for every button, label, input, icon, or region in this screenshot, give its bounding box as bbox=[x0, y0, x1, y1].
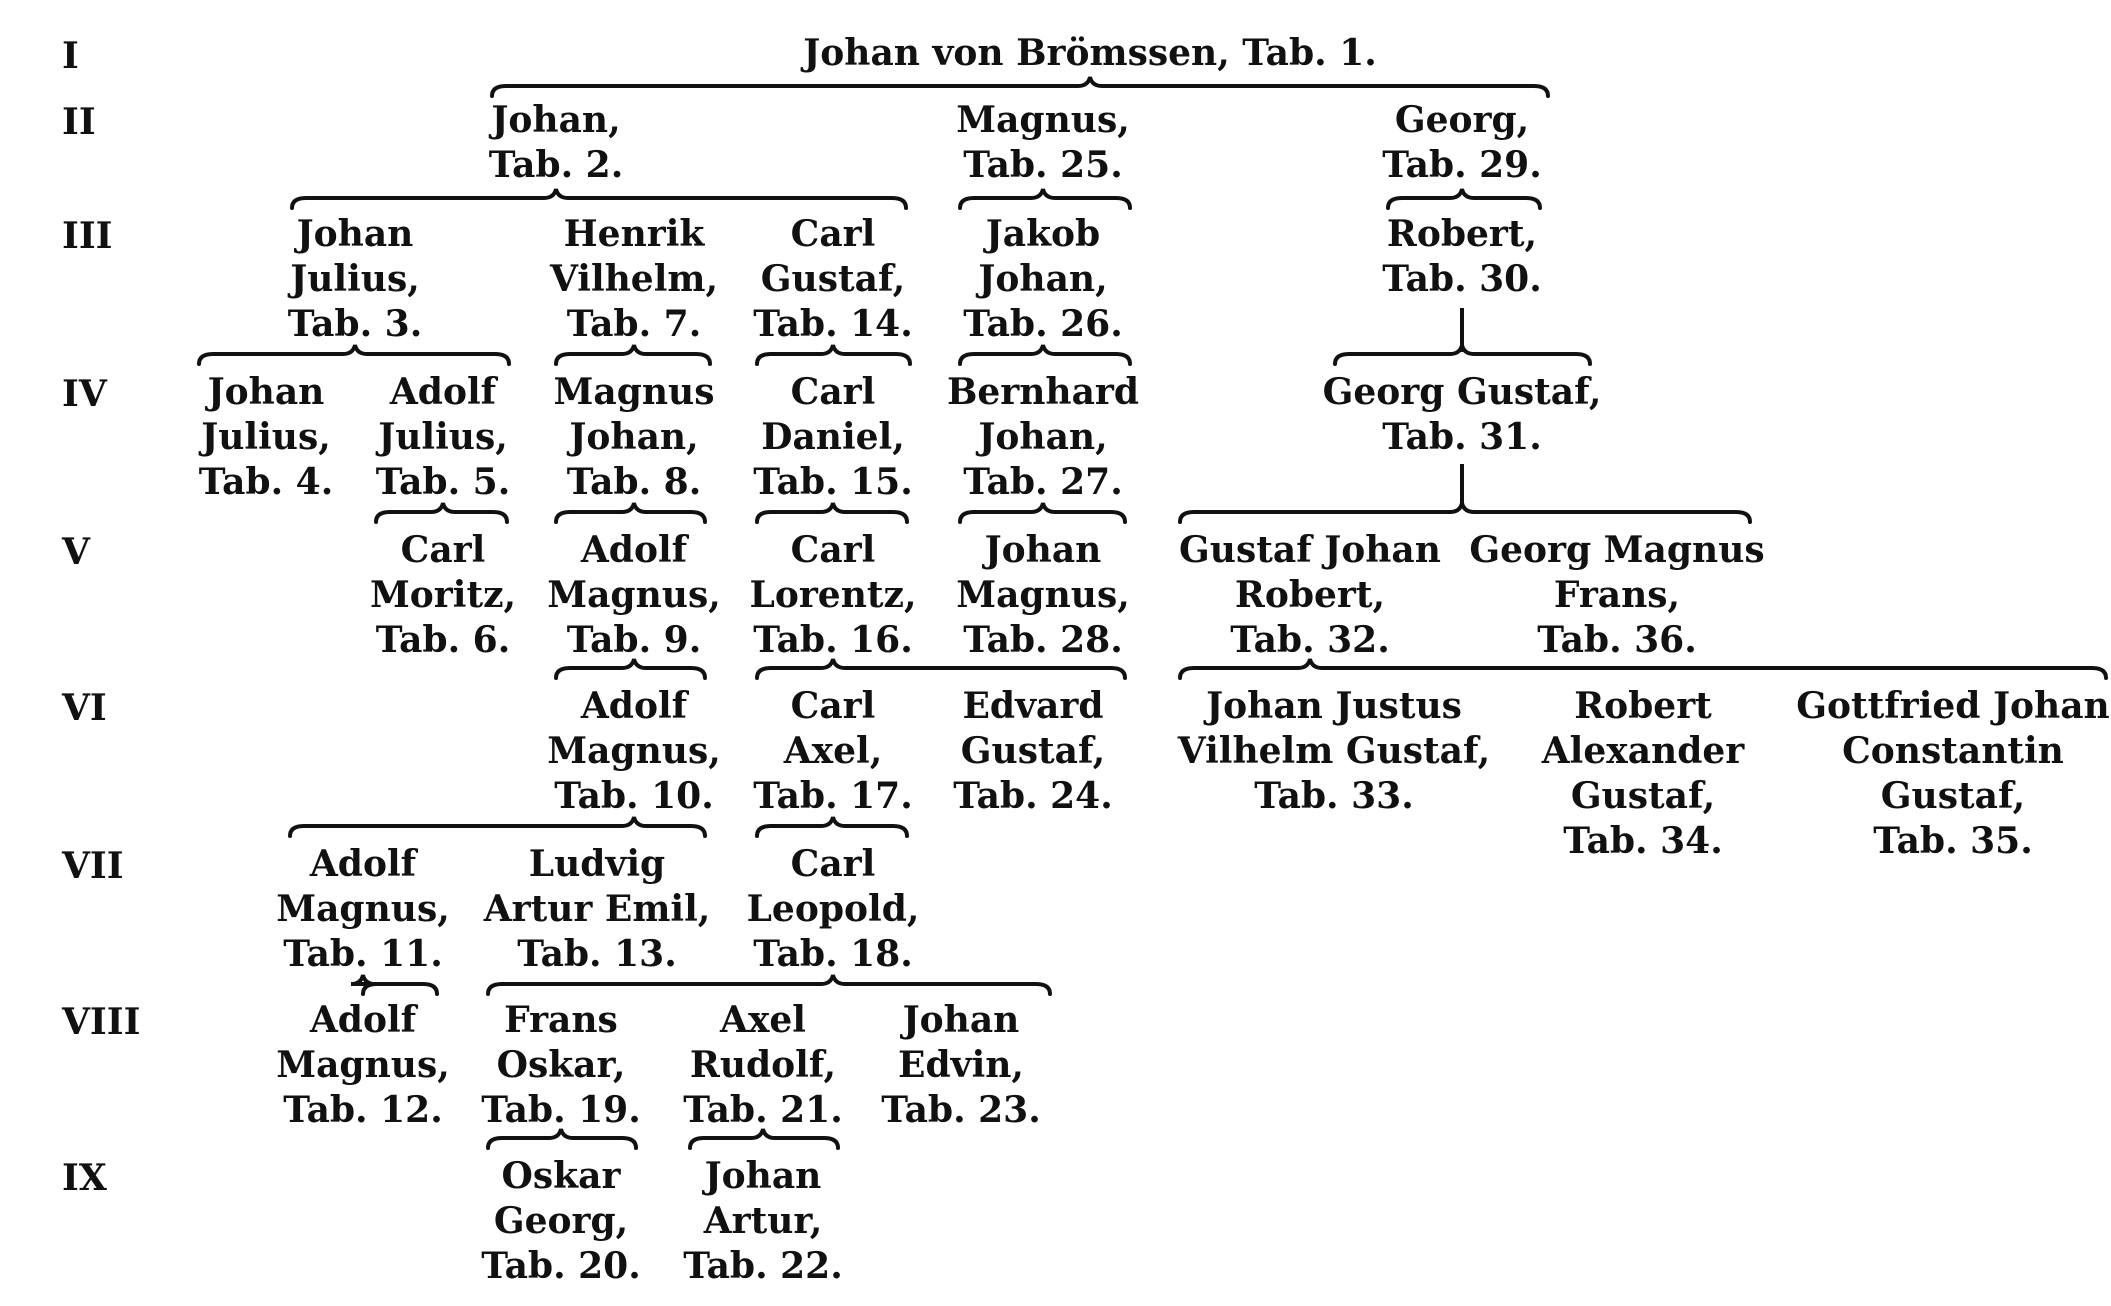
generation-label: V bbox=[62, 531, 90, 573]
person-node bbox=[956, 98, 1130, 188]
family-brace bbox=[492, 77, 1548, 96]
person-text-line: Tab. 5. bbox=[375, 461, 511, 503]
person-text-line: Tab. 17. bbox=[753, 775, 913, 817]
person-node bbox=[1178, 684, 1490, 819]
person-text-line: Johan bbox=[704, 1155, 822, 1197]
person-text-line: Georg, bbox=[1394, 99, 1530, 141]
person-text-line: Johan, bbox=[978, 258, 1108, 300]
generation-label: IV bbox=[62, 373, 107, 415]
person-text-line: Johan bbox=[207, 371, 325, 413]
generation-label: III bbox=[62, 215, 113, 257]
person-text-line: Tab. 14. bbox=[753, 303, 913, 345]
person-text-line: Johan, bbox=[978, 416, 1108, 458]
generation-label: VIII bbox=[62, 1001, 141, 1043]
person-node bbox=[484, 842, 711, 977]
person-text-line: Carl bbox=[790, 371, 876, 413]
person-text-line: Magnus, bbox=[547, 574, 721, 616]
family-brace bbox=[960, 345, 1130, 364]
person-text-line: Tab. 28. bbox=[963, 619, 1123, 661]
person-text-line: Gustaf, bbox=[1570, 775, 1716, 817]
person-text-line: Gustaf, bbox=[1880, 775, 2026, 817]
person-node bbox=[947, 370, 1139, 505]
person-text-line: Tab. 16. bbox=[753, 619, 913, 661]
person-node bbox=[276, 998, 450, 1133]
person-text-line: Tab. 7. bbox=[566, 303, 702, 345]
person-node bbox=[1542, 684, 1745, 864]
person-text-line: Axel bbox=[720, 999, 806, 1041]
person-text-line: Artur, bbox=[703, 1200, 823, 1242]
family-brace bbox=[290, 817, 705, 836]
person-text-line: Tab. 32. bbox=[1230, 619, 1390, 661]
person-text-line: Johan bbox=[296, 213, 414, 255]
person-node bbox=[683, 1154, 843, 1289]
family-brace bbox=[556, 503, 705, 522]
person-text-line: Johan, bbox=[569, 416, 699, 458]
person-text-line: Robert, bbox=[1234, 574, 1386, 616]
person-text-line: Georg, bbox=[493, 1200, 629, 1242]
person-text-line: Robert bbox=[1574, 685, 1712, 727]
person-text-line: Julius, bbox=[201, 416, 331, 458]
person-node bbox=[1382, 212, 1542, 302]
person-text-line: Tab. 29. bbox=[1382, 144, 1542, 186]
person-node bbox=[753, 370, 913, 505]
person-text-line: Johan bbox=[984, 529, 1102, 571]
family-brace bbox=[556, 345, 710, 364]
person-text-line: Magnus, bbox=[956, 574, 1130, 616]
person-text-line: Bernhard bbox=[946, 371, 1140, 413]
person-text-line: Edvard bbox=[962, 685, 1104, 727]
person-text-line: Julius, bbox=[290, 258, 420, 300]
person-text-line: Tab. 26. bbox=[963, 303, 1123, 345]
person-node bbox=[963, 212, 1123, 347]
person-text-line: Tab. 3. bbox=[287, 303, 423, 345]
person-node bbox=[753, 212, 913, 347]
person-text-line: Adolf bbox=[580, 529, 688, 571]
person-text-line: Johan, bbox=[491, 99, 621, 141]
person-text-line: Tab. 35. bbox=[1873, 820, 2033, 862]
person-node bbox=[376, 370, 511, 505]
root-person: Johan von Brömssen, Tab. 1. bbox=[803, 32, 1377, 74]
person-node bbox=[370, 528, 516, 663]
person-text-line: Vilhelm, bbox=[549, 258, 719, 300]
person-text-line: Tab. 23. bbox=[881, 1089, 1041, 1131]
person-text-line: Magnus, bbox=[276, 1044, 450, 1086]
person-text-line: Tab. 22. bbox=[683, 1245, 843, 1287]
person-node bbox=[750, 528, 917, 663]
person-node bbox=[276, 842, 450, 977]
person-text-line: Vilhelm Gustaf, bbox=[1177, 730, 1491, 772]
family-brace bbox=[351, 975, 437, 994]
person-text-line: Johan bbox=[902, 999, 1020, 1041]
person-text-line: Carl bbox=[790, 213, 876, 255]
family-brace bbox=[1180, 503, 1750, 522]
person-text-line: Tab. 4. bbox=[198, 461, 334, 503]
person-text-line: Artur Emil, bbox=[483, 888, 711, 930]
person-node bbox=[199, 370, 334, 505]
person-node bbox=[481, 998, 641, 1133]
generation-label: IX bbox=[62, 1157, 107, 1199]
person-text-line: Johan Justus bbox=[1206, 685, 1462, 727]
person-text-line: Magnus bbox=[553, 371, 715, 413]
person-node bbox=[1469, 528, 1764, 663]
person-text-line: Adolf bbox=[580, 685, 688, 727]
generation-label: I bbox=[62, 35, 79, 77]
person-text-line: Carl bbox=[400, 529, 486, 571]
generation-label: VI bbox=[62, 687, 107, 729]
person-text-line: Magnus, bbox=[956, 99, 1130, 141]
person-text-line: Tab. 10. bbox=[554, 775, 714, 817]
family-brace bbox=[960, 503, 1125, 522]
person-text-line: Robert, bbox=[1386, 213, 1538, 255]
person-text-line: Magnus, bbox=[547, 730, 721, 772]
person-text-line: Tab. 34. bbox=[1563, 820, 1723, 862]
person-text-line: Frans, bbox=[1553, 574, 1681, 616]
person-node bbox=[554, 370, 715, 505]
person-text-line: Tab. 13. bbox=[517, 933, 677, 975]
person-text-line: Tab. 2. bbox=[488, 144, 624, 186]
person-node bbox=[1796, 684, 2109, 864]
generation-label: VII bbox=[62, 845, 124, 887]
person-text-line: Edvin, bbox=[898, 1044, 1024, 1086]
person-node bbox=[753, 684, 913, 819]
person-text-line: Tab. 25. bbox=[963, 144, 1123, 186]
person-text-line: Tab. 20. bbox=[481, 1245, 641, 1287]
generation-label: II bbox=[62, 101, 96, 143]
person-text-line: Constantin bbox=[1842, 730, 2064, 772]
person-text-line: Gustaf Johan bbox=[1179, 529, 1441, 571]
person-text-line: Tab. 27. bbox=[963, 461, 1123, 503]
person-node bbox=[683, 998, 843, 1133]
person-text-line: Tab. 8. bbox=[566, 461, 702, 503]
person-text-line: Magnus, bbox=[276, 888, 450, 930]
person-text-line: Oskar bbox=[501, 1155, 621, 1197]
person-text-line: Carl bbox=[790, 529, 876, 571]
person-text-line: Tab. 6. bbox=[375, 619, 511, 661]
person-node bbox=[953, 684, 1113, 819]
person-text-line: Tab. 31. bbox=[1382, 416, 1542, 458]
family-brace bbox=[757, 503, 907, 522]
person-node bbox=[956, 528, 1130, 663]
person-text-line: Daniel, bbox=[761, 416, 905, 458]
person-text-line: Georg Gustaf, bbox=[1322, 371, 1602, 413]
family-brace bbox=[292, 189, 906, 208]
person-text-line: Gustaf, bbox=[960, 730, 1106, 772]
person-text-line: Tab. 11. bbox=[283, 933, 443, 975]
person-text-line: Tab. 21. bbox=[683, 1089, 843, 1131]
person-node bbox=[1382, 98, 1542, 188]
person-node bbox=[481, 1154, 641, 1289]
person-text-line: Adolf bbox=[309, 843, 417, 885]
person-text-line: Tab. 36. bbox=[1537, 619, 1697, 661]
person-node bbox=[547, 684, 721, 819]
family-brace bbox=[376, 503, 507, 522]
family-brace bbox=[1388, 189, 1540, 208]
person-text-line: Moritz, bbox=[369, 574, 517, 616]
person-node bbox=[747, 842, 920, 977]
family-brace bbox=[757, 817, 907, 836]
person-node bbox=[1323, 370, 1602, 460]
person-text-line: Adolf bbox=[309, 999, 417, 1041]
person-text-line: Axel, bbox=[783, 730, 883, 772]
person-text-line: Tab. 9. bbox=[566, 619, 702, 661]
family-brace bbox=[488, 975, 1050, 994]
person-node bbox=[288, 212, 423, 347]
person-text-line: Gottfried Johan bbox=[1796, 685, 2110, 727]
person-node bbox=[1179, 528, 1441, 663]
person-text-line: Tab. 18. bbox=[753, 933, 913, 975]
person-text-line: Carl bbox=[790, 685, 876, 727]
person-text-line: Adolf bbox=[389, 371, 497, 413]
person-text-line: Gustaf, bbox=[760, 258, 906, 300]
person-node bbox=[489, 98, 624, 188]
person-text-line: Rudolf, bbox=[689, 1044, 837, 1086]
person-node bbox=[547, 528, 721, 663]
person-text-line: Henrik bbox=[563, 213, 705, 255]
person-text-line: Carl bbox=[790, 843, 876, 885]
person-node bbox=[881, 998, 1041, 1133]
family-brace bbox=[199, 345, 509, 364]
person-text-line: Leopold, bbox=[746, 888, 920, 930]
person-text-line: Tab. 15. bbox=[753, 461, 913, 503]
person-text-line: Julius, bbox=[378, 416, 508, 458]
person-text-line: Tab. 19. bbox=[481, 1089, 641, 1131]
person-node bbox=[550, 212, 718, 347]
person-text-line: Tab. 30. bbox=[1382, 258, 1542, 300]
person-text-line: Tab. 12. bbox=[283, 1089, 443, 1131]
person-text-line: Alexander bbox=[1541, 730, 1745, 772]
person-text-line: Jakob bbox=[985, 213, 1101, 255]
person-text-line: Lorentz, bbox=[749, 574, 917, 616]
person-text-line: Frans bbox=[504, 999, 618, 1041]
person-text-line: Oskar, bbox=[496, 1044, 626, 1086]
family-brace bbox=[757, 345, 910, 364]
person-text-line: Georg Magnus bbox=[1469, 529, 1765, 571]
person-text-line: Ludvig bbox=[528, 843, 666, 885]
person-text-line: Tab. 24. bbox=[953, 775, 1113, 817]
person-text-line: Tab. 33. bbox=[1254, 775, 1414, 817]
family-brace bbox=[960, 189, 1130, 208]
